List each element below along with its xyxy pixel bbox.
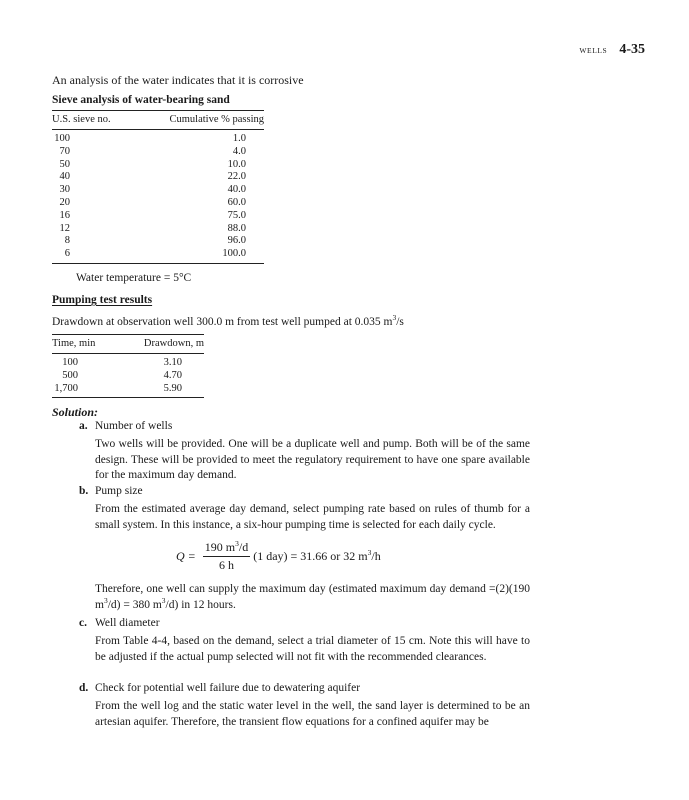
sieve-number: 6: [64, 248, 70, 260]
drawdown-value: 5.90: [163, 382, 182, 394]
unit-tail: /s: [396, 316, 404, 328]
sieve-number: 30: [59, 184, 70, 196]
item-d-paragraph: From the well log and the static water level in the well, the sand layer is determined to be an artesian aquifer. Therefore, the transient flow equations for a confined aquifer may be: [95, 700, 530, 728]
item-title: Pump size: [95, 485, 143, 497]
conclusion-text: /d) in 12 hours.: [165, 598, 236, 611]
percent-passing: 22.0: [227, 171, 246, 183]
table-row: [52, 133, 264, 146]
item-a-paragraph: Two wells will be provided. One will be a duplicate well and pump. Both will be of the same design. These will be provided to meet the regulatory requirement to have one spare available for the maximum day demand.: [95, 438, 530, 481]
item-letter: d.: [79, 682, 89, 694]
time-col-header: Time, min: [52, 338, 96, 349]
intro-sentence: An analysis of the water indicates that it is corrosive: [52, 73, 304, 87]
percent-passing: 88.0: [227, 222, 246, 234]
item-c-paragraph: From Table 4-4, based on the demand, select a trial diameter of 15 cm. Note this will have to be adjusted if the actual pump selected will not fit with the recommended clearances.: [95, 635, 530, 663]
running-title: WELLS: [579, 46, 608, 55]
item-letter: a.: [79, 420, 88, 432]
sieve-number: 8: [64, 235, 70, 247]
item-d-heading: [79, 682, 360, 694]
rhs-text: (1 day) = 31.66 or 32 m: [253, 549, 368, 563]
sieve-number: 70: [59, 145, 70, 157]
sieve-col-header: U.S. sieve no.: [52, 114, 111, 125]
item-title: Check for potential well failure due to dewatering aquifer: [95, 682, 361, 694]
numerator-unit: /d: [238, 540, 249, 554]
drawdown-value: 4.70: [163, 369, 182, 381]
sieve-table: [52, 110, 264, 264]
item-a-heading: [79, 420, 172, 432]
exponent: 3: [235, 539, 239, 548]
sieve-number: 12: [59, 222, 70, 234]
sieve-number: 100: [54, 133, 70, 144]
drawdown-description: [52, 313, 404, 328]
time-value: 1,700: [54, 382, 78, 394]
percent-passing: 10.0: [227, 158, 246, 170]
table-row: [52, 210, 264, 223]
fraction-numerator: [203, 540, 250, 557]
percent-passing: 75.0: [227, 209, 246, 221]
table-row: [52, 248, 264, 261]
drawdown-col-header: Drawdown, m: [143, 338, 204, 349]
table-row: [52, 223, 264, 236]
percent-passing: 100.0: [222, 248, 246, 260]
equation-rhs: [253, 549, 381, 564]
table-row: [52, 383, 204, 396]
pumping-table: [52, 334, 204, 398]
fraction-denominator: 6 h: [218, 558, 234, 572]
table-row: [52, 370, 204, 383]
running-header: [579, 42, 645, 58]
exponent: 3: [367, 548, 372, 557]
table-row: [52, 184, 264, 197]
water-temperature: Water temperature = 5°C: [76, 272, 192, 284]
sieve-number: 20: [59, 196, 70, 208]
table-row: [52, 235, 264, 248]
time-value: 100: [62, 357, 78, 368]
sieve-number: 16: [59, 209, 70, 221]
conclusion-text: Therefore, one well can supply the maximum day (estimated maximum day demand =(2)(190 m: [95, 583, 530, 611]
equation-lhs: Q =: [176, 549, 196, 563]
numerator-text: 190 m: [204, 540, 236, 554]
item-b-heading: [79, 485, 143, 497]
exponent: 3: [103, 595, 108, 605]
item-letter: b.: [79, 485, 89, 497]
table-row: [52, 159, 264, 172]
item-b-conclusion: [95, 582, 530, 613]
sieve-number: 50: [59, 158, 70, 170]
time-value: 500: [62, 369, 78, 381]
item-b-paragraph: From the estimated average day demand, select pumping rate based on rules of thumb for a small system. In this instance, a six-hour pumping time is selected for each daily cycle.: [95, 503, 530, 531]
percent-passing: 40.0: [227, 184, 246, 196]
rhs-unit: /h: [371, 549, 381, 563]
item-title: Number of wells: [95, 420, 173, 432]
item-c-heading: [79, 617, 160, 629]
percent-passing: 4.0: [232, 145, 246, 157]
sieve-table-body: [52, 130, 264, 263]
page-number: 4-35: [619, 42, 645, 57]
sieve-analysis-title: Sieve analysis of water-bearing sand: [52, 94, 230, 106]
pumping-table-header: [52, 335, 204, 354]
solution-label: Solution:: [52, 405, 99, 419]
item-letter: c.: [79, 617, 87, 629]
exponent: 3: [392, 313, 397, 322]
equation-fraction: [203, 540, 250, 573]
passing-col-header: Cumulative % passing: [169, 114, 264, 125]
drawdown-value: 3.10: [163, 357, 182, 368]
pumping-table-body: [52, 354, 204, 397]
sieve-table-header: [52, 111, 264, 130]
table-row: [52, 197, 264, 210]
item-title: Well diameter: [95, 617, 160, 629]
percent-passing: 1.0: [232, 133, 246, 144]
table-row: [52, 171, 264, 184]
table-row: [52, 357, 204, 370]
exponent: 3: [161, 595, 166, 605]
table-row: [52, 146, 264, 159]
pumping-test-title: Pumping test results: [52, 294, 153, 306]
percent-passing: 96.0: [227, 235, 246, 247]
pump-rate-equation: [176, 540, 381, 573]
percent-passing: 60.0: [227, 196, 246, 208]
drawdown-text: Drawdown at observation well 300.0 m from test well pumped at 0.035 m: [52, 316, 393, 328]
sieve-number: 40: [59, 171, 70, 183]
conclusion-text: /d) = 380 m: [107, 598, 162, 611]
